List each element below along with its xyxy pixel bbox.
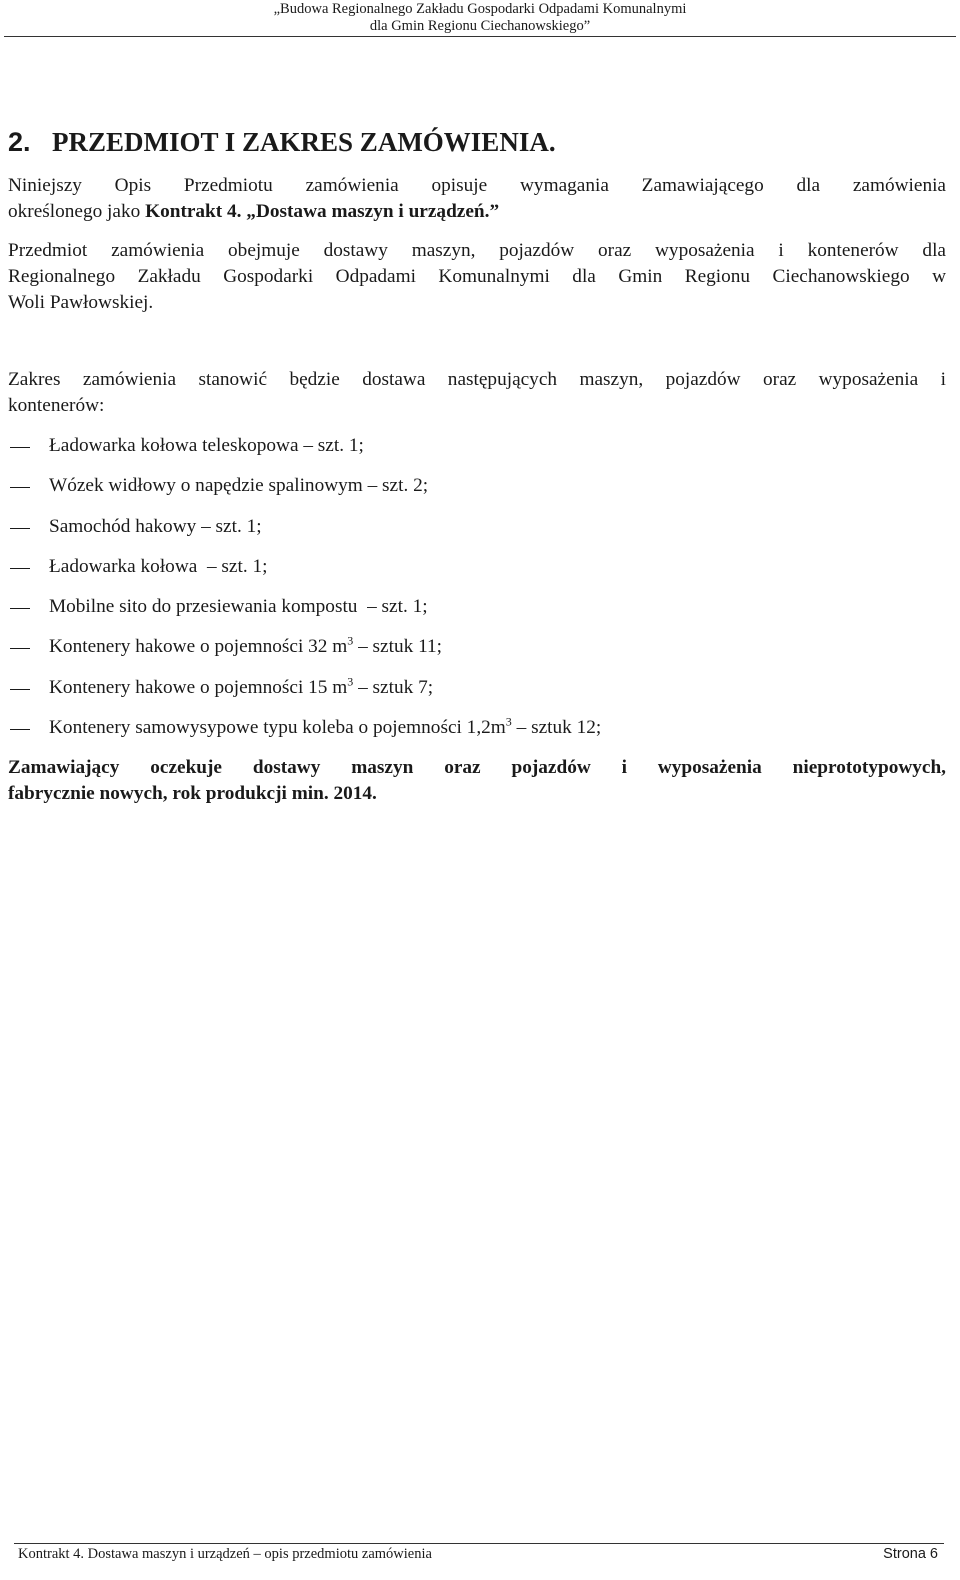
intro-line-1: Niniejszy Opis Przedmiotu zamówienia opisuje wymagania Zamawiającego dla zamówienia bbox=[8, 175, 946, 196]
equipment-list bbox=[8, 432, 946, 754]
footer-document-title: Kontrakt 4. Dostawa maszyn i urządzeń – opis przedmiotu zamówienia bbox=[18, 1546, 432, 1562]
list-item-text bbox=[49, 714, 601, 742]
requirements-line-1: Zamawiający oczekuje dostawy maszyn oraz pojazdów i wyposażenia nieprototypowych, bbox=[8, 757, 946, 778]
list-item-text bbox=[49, 674, 433, 702]
dash-bullet-icon bbox=[10, 608, 30, 609]
dash-bullet-icon bbox=[10, 689, 30, 690]
requirements-line-2: fabrycznie nowych, rok produkcji min. 2014. bbox=[8, 783, 377, 804]
page-number: Strona 6 bbox=[883, 1546, 938, 1562]
list-item-quantity: – sztuk 7; bbox=[353, 676, 434, 698]
superscript: 3 bbox=[347, 634, 354, 649]
header-divider bbox=[4, 36, 956, 37]
range-line-1: Zakres zamówienia stanowić będzie dostawa następujących maszyn, pojazdów oraz wyposażenia i bbox=[8, 369, 946, 390]
list-item bbox=[8, 472, 946, 512]
list-item-text bbox=[49, 633, 442, 661]
superscript: 3 bbox=[347, 674, 354, 689]
dash-bullet-icon bbox=[10, 487, 30, 488]
list-item-text-main: Kontenery hakowe o pojemności 32 m bbox=[49, 636, 348, 658]
list-item-text: Wózek widłowy o napędzie spalinowym – szt. 2; bbox=[49, 475, 429, 497]
list-item-text-main: Kontenery samowysypowe typu koleba o pojemności 1,2m bbox=[49, 717, 506, 739]
list-item bbox=[8, 633, 946, 673]
section-heading bbox=[8, 124, 556, 160]
list-item-text: Ładowarka kołowa – szt. 1; bbox=[49, 555, 268, 577]
dash-bullet-icon bbox=[10, 528, 30, 529]
range-line-2: kontenerów: bbox=[8, 395, 105, 416]
header-title-line2: dla Gmin Regionu Ciechanowskiego” bbox=[369, 18, 591, 34]
list-item bbox=[8, 593, 946, 633]
header-title-line1: „Budowa Regionalnego Zakładu Gospodarki Odpadami Komunalnymi bbox=[273, 1, 687, 17]
contract-name: Kontrakt 4. „Dostawa maszyn i urządzeń.” bbox=[145, 201, 500, 222]
intro-line-2-prefix: określonego jako bbox=[8, 201, 146, 222]
list-item bbox=[8, 714, 946, 754]
intro-line-2 bbox=[8, 199, 946, 225]
list-item bbox=[8, 513, 946, 553]
dash-bullet-icon bbox=[10, 447, 30, 448]
intro-paragraph bbox=[8, 173, 946, 225]
scope-line-1: Przedmiot zamówienia obejmuje dostawy maszyn, pojazdów oraz wyposażenia i kontenerów dla bbox=[8, 240, 946, 261]
footer-divider bbox=[14, 1543, 944, 1544]
dash-bullet-icon bbox=[10, 729, 30, 730]
list-item bbox=[8, 674, 946, 714]
list-item-text: Mobilne sito do przesiewania kompostu – szt. 1; bbox=[49, 596, 428, 618]
range-paragraph bbox=[8, 367, 946, 419]
list-item-text: Ładowarka kołowa teleskopowa – szt. 1; bbox=[49, 435, 364, 456]
list-item-text-main: Kontenery hakowe o pojemności 15 m bbox=[49, 676, 348, 698]
list-item bbox=[8, 553, 946, 593]
section-number: 2. bbox=[8, 127, 31, 157]
page-header bbox=[0, 0, 960, 38]
scope-paragraph bbox=[8, 238, 946, 316]
list-item-text: Samochód hakowy – szt. 1; bbox=[49, 515, 262, 537]
section-title: PRZEDMIOT I ZAKRES ZAMÓWIENIA. bbox=[52, 127, 556, 157]
scope-line-3: Woli Pawłowskiej. bbox=[8, 292, 154, 313]
list-item-quantity: – sztuk 11; bbox=[353, 636, 442, 658]
superscript: 3 bbox=[505, 714, 512, 729]
list-item-quantity: – sztuk 12; bbox=[511, 717, 602, 739]
dash-bullet-icon bbox=[10, 568, 30, 569]
list-item bbox=[8, 432, 946, 472]
scope-line-2: Regionalnego Zakładu Gospodarki Odpadami Komunalnymi dla Gmin Regionu Ciechanowskiego w bbox=[8, 266, 946, 287]
requirements-paragraph bbox=[8, 755, 946, 807]
dash-bullet-icon bbox=[10, 648, 30, 649]
